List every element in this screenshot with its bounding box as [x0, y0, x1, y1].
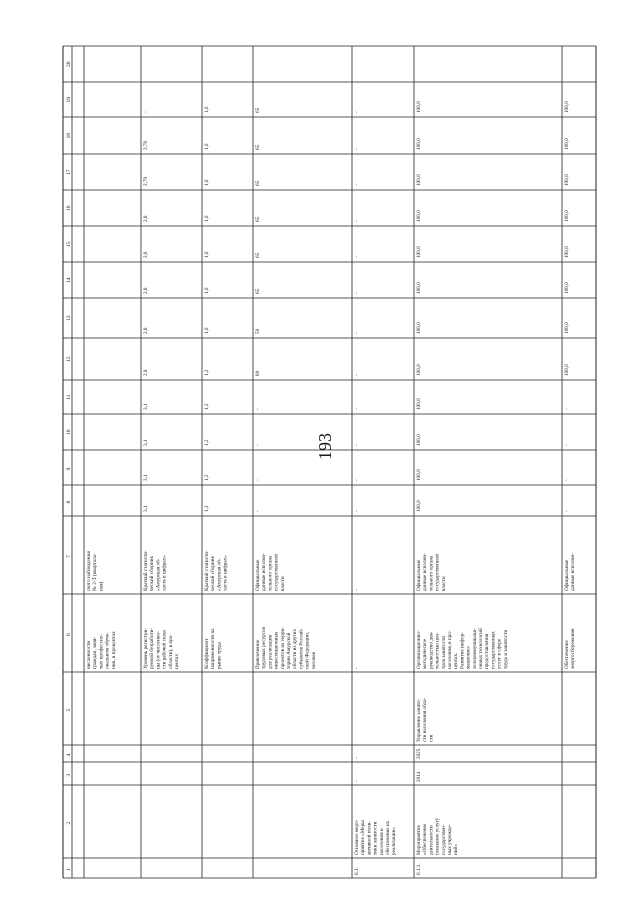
- value-cell: [564, 210, 570, 222]
- svg-text:цы (от численно-: цы (от численно-: [155, 631, 162, 669]
- svg-text:-: -: [354, 111, 360, 113]
- svg-text:14: 14: [66, 277, 72, 283]
- svg-text:1: 1: [66, 868, 72, 871]
- value-cell: [255, 408, 261, 410]
- value-cell: [564, 444, 570, 446]
- svg-text:субъектов Россий-: субъектов Россий-: [298, 628, 305, 669]
- value-cell: [416, 364, 422, 376]
- svg-text:телекоммуникаци-: телекоммуникаци-: [471, 628, 478, 669]
- svg-text:Управление занято-: Управление занято-: [416, 698, 422, 742]
- svg-text:65: 65: [255, 288, 261, 294]
- svg-text:обеспечение их: обеспечение их: [385, 820, 391, 855]
- header-number: [66, 169, 72, 175]
- cell-col3: [354, 780, 360, 782]
- value-cell: [354, 444, 360, 446]
- header-number: [66, 277, 72, 283]
- svg-text:20: 20: [66, 61, 72, 67]
- value-cell: [354, 374, 360, 376]
- svg-text:1,0: 1,0: [204, 215, 210, 222]
- cell-col7: [563, 553, 576, 591]
- value-cell: [143, 369, 149, 376]
- cell-col6: [416, 628, 509, 669]
- cell-col3: [416, 771, 422, 782]
- header-number: [66, 868, 72, 871]
- value-cell: [564, 408, 570, 410]
- svg-text:3,1: 3,1: [143, 403, 149, 410]
- svg-text:80: 80: [255, 370, 261, 376]
- svg-text:численности: численности: [86, 640, 92, 669]
- svg-text:18: 18: [66, 132, 72, 139]
- svg-text:руемой безработи-: руемой безработи-: [149, 627, 156, 669]
- value-cell: [143, 403, 149, 410]
- value-cell: [143, 505, 149, 512]
- value-cell: [416, 210, 422, 222]
- svg-text:власти: власти: [440, 576, 447, 591]
- header-number: [66, 709, 72, 712]
- svg-text:государственной: государственной: [273, 554, 280, 591]
- svg-text:ской Федерации,: ской Федерации,: [304, 631, 311, 669]
- svg-text:Коэффициент: Коэффициент: [204, 638, 210, 669]
- svg-text:-: -: [143, 111, 149, 113]
- value-cell: [204, 474, 210, 481]
- svg-text:-: -: [354, 332, 360, 334]
- svg-text:7: 7: [66, 555, 72, 558]
- svg-text:65: 65: [255, 107, 261, 113]
- svg-text:Официальные: Официальные: [564, 559, 570, 591]
- header-number: [66, 429, 72, 435]
- svg-text:государственных: государственных: [490, 631, 497, 669]
- svg-text:напряженности на: напряженности на: [210, 628, 217, 669]
- svg-text:19: 19: [66, 96, 72, 103]
- svg-text:1,0: 1,0: [204, 106, 210, 113]
- svg-text:100,0: 100,0: [416, 282, 422, 294]
- svg-text:-: -: [354, 374, 360, 376]
- value-cell: [204, 369, 210, 376]
- svg-text:сти рабочей силы: сти рабочей силы: [161, 630, 168, 669]
- svg-text:1,3: 1,3: [204, 505, 210, 512]
- value-cell: [255, 180, 261, 186]
- svg-text:1,0: 1,0: [204, 287, 210, 294]
- value-cell: [564, 246, 570, 258]
- svg-text:100,0: 100,0: [564, 174, 570, 186]
- svg-text:-: -: [354, 589, 360, 591]
- svg-text:100,0: 100,0: [416, 210, 422, 222]
- svg-text:15: 15: [66, 241, 72, 247]
- svg-text:4: 4: [66, 753, 72, 757]
- svg-text:2,8: 2,8: [143, 215, 149, 222]
- svg-text:-: -: [354, 479, 360, 481]
- value-cell: [564, 479, 570, 481]
- svg-text:9: 9: [66, 467, 72, 471]
- svg-text:65: 65: [255, 252, 261, 258]
- header-number: [66, 61, 72, 67]
- svg-text:16: 16: [66, 205, 72, 211]
- header-number: [66, 133, 72, 139]
- svg-text:ского наблюдения: ского наблюдения: [86, 551, 92, 591]
- svg-text:-: -: [354, 510, 360, 512]
- header-number: [66, 754, 72, 757]
- svg-text:тории Амурской: тории Амурской: [286, 632, 292, 669]
- svg-text:2,8: 2,8: [143, 327, 149, 334]
- svg-text:онных технологий: онных технологий: [478, 628, 484, 669]
- svg-text:-: -: [354, 780, 360, 782]
- svg-text:тых профессио-: тых профессио-: [98, 633, 105, 669]
- svg-text:Официальные: Официальные: [416, 559, 422, 591]
- svg-text:тики занятости: тики занятости: [372, 821, 379, 855]
- svg-text:100,0: 100,0: [564, 138, 570, 150]
- value-cell: [204, 143, 210, 150]
- svg-text:2014: 2014: [416, 771, 422, 782]
- value-cell: [354, 220, 360, 222]
- value-cell: [564, 282, 570, 294]
- svg-text:Официальные: Официальные: [255, 559, 261, 591]
- svg-text:-: -: [564, 510, 570, 512]
- cell-col7: [203, 550, 229, 591]
- svg-text:данные исполни-: данные исполни-: [422, 553, 429, 591]
- svg-text:-: -: [354, 292, 360, 294]
- svg-text:3,1: 3,1: [143, 439, 149, 446]
- value-cell: [143, 287, 149, 294]
- svg-text:энергосбережения: энергосбережения: [570, 628, 577, 669]
- svg-text:данные исполни-: данные исполни-: [570, 553, 577, 591]
- value-cell: [204, 439, 210, 446]
- header-number: [66, 315, 72, 321]
- svg-text:65: 65: [255, 216, 261, 222]
- svg-text:ческий сборник: ческий сборник: [210, 556, 217, 591]
- svg-text:100,0: 100,0: [416, 322, 422, 334]
- header-number: [66, 356, 72, 362]
- value-cell: [143, 251, 149, 258]
- svg-text:Краткий статисти-: Краткий статисти-: [143, 550, 149, 591]
- svg-text:2,78: 2,78: [143, 140, 149, 150]
- svg-text:области из других: области из других: [292, 628, 299, 669]
- value-cell: [255, 288, 261, 294]
- svg-text:-: -: [564, 408, 570, 410]
- svg-text:100,0: 100,0: [416, 469, 422, 481]
- svg-text:-: -: [255, 444, 261, 446]
- svg-text:10: 10: [66, 429, 72, 435]
- svg-text:государственной: государственной: [434, 554, 441, 591]
- svg-text:1,0: 1,0: [204, 327, 210, 334]
- svg-text:приятие «Меры: приятие «Меры: [360, 820, 367, 855]
- svg-text:-: -: [354, 757, 360, 759]
- svg-text:1,0: 1,0: [204, 143, 210, 150]
- svg-text:№ 2-Т (квартала-: № 2-Т (квартала-: [92, 553, 99, 591]
- svg-text:1,2: 1,2: [204, 403, 210, 410]
- value-cell: [255, 370, 261, 376]
- svg-text:100,0: 100,0: [416, 500, 422, 512]
- svg-text:65: 65: [255, 144, 261, 150]
- svg-text:100,0: 100,0: [564, 282, 570, 294]
- svg-text:100,0: 100,0: [416, 174, 422, 186]
- svg-text:инвестиционных: инвестиционных: [273, 631, 280, 669]
- value-cell: [416, 101, 422, 113]
- svg-text:5: 5: [66, 708, 72, 712]
- value-cell: [204, 106, 210, 113]
- value-cell: [255, 144, 261, 150]
- svg-text:-: -: [255, 479, 261, 481]
- svg-text:65: 65: [255, 180, 261, 186]
- svg-text:нии, в процентах: нии, в процентах: [110, 631, 117, 669]
- cell-col6: [255, 626, 317, 669]
- svg-text:труда и занятости: труда и занятости: [502, 629, 509, 669]
- value-cell: [416, 322, 422, 334]
- svg-text:власти: власти: [279, 576, 286, 591]
- svg-text:100,0: 100,0: [564, 210, 570, 222]
- svg-text:100,0: 100,0: [416, 246, 422, 258]
- svg-text:-: -: [354, 408, 360, 410]
- value-cell: [354, 148, 360, 150]
- value-cell: [354, 184, 360, 186]
- svg-text:Мероприятие: Мероприятие: [416, 825, 422, 855]
- value-cell: [416, 174, 422, 186]
- svg-text:-: -: [354, 256, 360, 258]
- value-cell: [143, 111, 149, 113]
- svg-text:ласть в цифрах»: ласть в цифрах»: [222, 555, 229, 591]
- header-number: [66, 205, 72, 211]
- value-cell: [204, 179, 210, 186]
- cell-col6: [203, 628, 222, 669]
- header-number: [66, 394, 72, 400]
- value-cell: [416, 500, 422, 512]
- cell-col7: [142, 550, 168, 591]
- svg-text:100,0: 100,0: [564, 364, 570, 376]
- value-cell: [255, 328, 261, 334]
- svg-text:100,0: 100,0: [416, 101, 422, 113]
- value-cell: [255, 479, 261, 481]
- value-cell: [354, 292, 360, 294]
- svg-text:Обеспечение: Обеспечение: [564, 640, 570, 669]
- svg-text:6: 6: [66, 633, 72, 636]
- svg-text:сти населения обла-: сти населения обла-: [422, 697, 429, 742]
- svg-text:2025: 2025: [416, 748, 422, 759]
- svg-text:1,0: 1,0: [204, 251, 210, 258]
- cell-col6: [563, 628, 576, 669]
- svg-text:17: 17: [66, 169, 72, 175]
- svg-text:100,0: 100,0: [564, 322, 570, 334]
- svg-text:тельного органа: тельного органа: [267, 555, 274, 591]
- value-cell: [204, 403, 210, 410]
- value-cell: [564, 138, 570, 150]
- svg-text:тров занятости: тров занятости: [440, 635, 447, 669]
- svg-text:«Обеспечение: «Обеспечение: [422, 823, 429, 855]
- svg-text:100,0: 100,0: [416, 434, 422, 446]
- svg-text:ческий сборник: ческий сборник: [149, 556, 156, 591]
- svg-text:-: -: [354, 148, 360, 150]
- header-number: [66, 633, 72, 636]
- value-cell: [204, 251, 210, 258]
- value-cell: [143, 474, 149, 481]
- svg-text:2,9: 2,9: [143, 369, 149, 376]
- value-cell: [416, 246, 422, 258]
- svg-text:тельного органа: тельного органа: [428, 555, 435, 591]
- value-cell: [416, 138, 422, 150]
- value-cell: [564, 364, 570, 376]
- svg-text:2,8: 2,8: [143, 287, 149, 294]
- svg-text:ных учрежде-: ных учрежде-: [447, 824, 453, 855]
- svg-text:3,1: 3,1: [143, 474, 149, 481]
- value-cell: [255, 216, 261, 222]
- cell-col7: [354, 589, 360, 591]
- value-cell: [564, 174, 570, 186]
- header-number: [66, 501, 72, 504]
- svg-text:3,1: 3,1: [143, 505, 149, 512]
- cell-col5: [416, 697, 434, 742]
- svg-text:12: 12: [66, 356, 72, 362]
- header-number: [66, 555, 72, 558]
- header-number: [66, 822, 72, 825]
- cell-col6: [143, 628, 180, 669]
- cell-col4: [416, 748, 422, 759]
- svg-text:ная): ная): [98, 581, 105, 591]
- value-cell: [143, 215, 149, 222]
- cell-col6: [86, 631, 117, 669]
- value-cell: [354, 332, 360, 334]
- value-cell: [354, 111, 360, 113]
- svg-text:-: -: [564, 444, 570, 446]
- cell-col2: [354, 819, 397, 855]
- header-number: [66, 97, 72, 103]
- value-cell: [416, 469, 422, 481]
- svg-text:100,0: 100,0: [416, 138, 422, 150]
- value-cell: [143, 141, 149, 150]
- value-cell: [204, 505, 210, 512]
- svg-text:государствен-: государствен-: [440, 824, 447, 855]
- cell-col7: [415, 553, 447, 591]
- svg-text:-: -: [564, 479, 570, 481]
- svg-text:руководство дея-: руководство дея-: [428, 631, 435, 669]
- svg-text:-: -: [354, 444, 360, 446]
- svg-text:-: -: [354, 667, 360, 669]
- svg-text:6.1.: 6.1.: [354, 867, 360, 875]
- svg-text:услуг в сфере: услуг в сфере: [496, 638, 503, 669]
- svg-text:предоставления: предоставления: [484, 633, 491, 669]
- value-cell: [416, 434, 422, 446]
- svg-text:3: 3: [66, 773, 72, 777]
- value-cell: [564, 101, 570, 113]
- svg-text:2,79: 2,79: [143, 176, 149, 186]
- value-cell: [143, 177, 149, 186]
- svg-text:1,2: 1,2: [204, 369, 210, 376]
- header-number: [66, 774, 72, 777]
- svg-text:населения и: населения и: [378, 828, 385, 855]
- value-cell: [564, 322, 570, 334]
- svg-text:мационно-: мационно-: [465, 645, 472, 669]
- value-cell: [143, 439, 149, 446]
- value-cell: [143, 327, 149, 334]
- value-cell: [416, 398, 422, 410]
- svg-text:-: -: [354, 220, 360, 222]
- svg-text:«Амурская об-: «Амурская об-: [216, 558, 223, 591]
- cell-col4: [354, 757, 360, 759]
- svg-text:Организационно-: Организационно-: [416, 630, 422, 669]
- value-cell: [564, 510, 570, 512]
- cell-col7: [254, 553, 286, 591]
- page-number: 193: [315, 433, 335, 460]
- svg-text:Краткий статисти-: Краткий статисти-: [204, 550, 210, 591]
- svg-text:Привлечение: Привлечение: [255, 639, 261, 669]
- svg-text:населения, в про-: населения, в про-: [447, 630, 453, 669]
- svg-text:Развитие инфор-: Развитие инфор-: [459, 632, 466, 669]
- svg-text:«Амурская об-: «Амурская об-: [155, 558, 162, 591]
- value-cell: [416, 282, 422, 294]
- value-cell: [255, 510, 261, 512]
- svg-text:для реализации: для реализации: [267, 634, 274, 669]
- svg-text:области), в про-: области), в про-: [167, 633, 174, 669]
- cell-col2: [416, 818, 459, 855]
- svg-text:человек: человек: [310, 651, 317, 669]
- value-cell: [255, 107, 261, 113]
- svg-text:Уровень регистри-: Уровень регистри-: [143, 627, 149, 669]
- svg-text:13: 13: [66, 315, 72, 321]
- svg-text:50: 50: [255, 328, 261, 334]
- svg-text:граждан, заня-: граждан, заня-: [92, 636, 99, 669]
- cell-col1: [354, 867, 360, 875]
- svg-text:1,2: 1,2: [204, 474, 210, 481]
- svg-text:-: -: [255, 408, 261, 410]
- svg-text:-: -: [354, 184, 360, 186]
- svg-text:рынке труда: рынке труда: [216, 642, 223, 669]
- svg-text:тельностью цен-: тельностью цен-: [434, 632, 441, 669]
- svg-text:100,0: 100,0: [564, 246, 570, 258]
- svg-text:2,8: 2,8: [143, 251, 149, 258]
- svg-text:методическое: методическое: [422, 638, 429, 669]
- cell-col1: [416, 863, 422, 875]
- svg-text:2: 2: [66, 821, 72, 825]
- value-cell: [204, 327, 210, 334]
- svg-text:данные исполни-: данные исполни-: [261, 553, 268, 591]
- svg-text:-: -: [255, 510, 261, 512]
- value-cell: [204, 215, 210, 222]
- value-cell: [354, 408, 360, 410]
- svg-text:100,0: 100,0: [564, 101, 570, 113]
- svg-text:1,2: 1,2: [204, 439, 210, 446]
- svg-text:активной поли-: активной поли-: [366, 820, 373, 855]
- svg-text:11: 11: [66, 394, 72, 400]
- svg-text:8: 8: [66, 500, 72, 504]
- svg-text:ональном обуче-: ональном обуче-: [104, 632, 111, 669]
- svg-text:(оказание услуг): (оказание услуг): [434, 818, 441, 855]
- svg-text:трудовых ресурсов: трудовых ресурсов: [261, 627, 268, 669]
- value-cell: [255, 444, 261, 446]
- svg-text:центах: центах: [174, 653, 180, 669]
- cell-col7: [85, 551, 104, 591]
- value-cell: [354, 510, 360, 512]
- value-cell: [204, 287, 210, 294]
- header-number: [66, 468, 72, 471]
- svg-text:реализации»: реализации»: [391, 827, 398, 855]
- svg-text:деятельности: деятельности: [428, 825, 435, 855]
- svg-text:сти: сти: [428, 734, 435, 742]
- header-number: [66, 241, 72, 247]
- svg-text:Основное меро-: Основное меро-: [354, 819, 360, 855]
- cell-col6: [354, 667, 360, 669]
- value-cell: [255, 252, 261, 258]
- svg-text:проектов на терри-: проектов на терри-: [279, 627, 286, 669]
- value-cell: [354, 479, 360, 481]
- svg-text:ний»: ний»: [453, 844, 460, 855]
- svg-text:6.1.1.: 6.1.1.: [416, 863, 422, 875]
- svg-text:ласть в цифрах»: ласть в цифрах»: [161, 555, 168, 591]
- svg-text:100,0: 100,0: [416, 364, 422, 376]
- svg-text:центах.: центах.: [453, 652, 460, 669]
- svg-text:100,0: 100,0: [416, 398, 422, 410]
- value-cell: [354, 256, 360, 258]
- svg-text:1,0: 1,0: [204, 179, 210, 186]
